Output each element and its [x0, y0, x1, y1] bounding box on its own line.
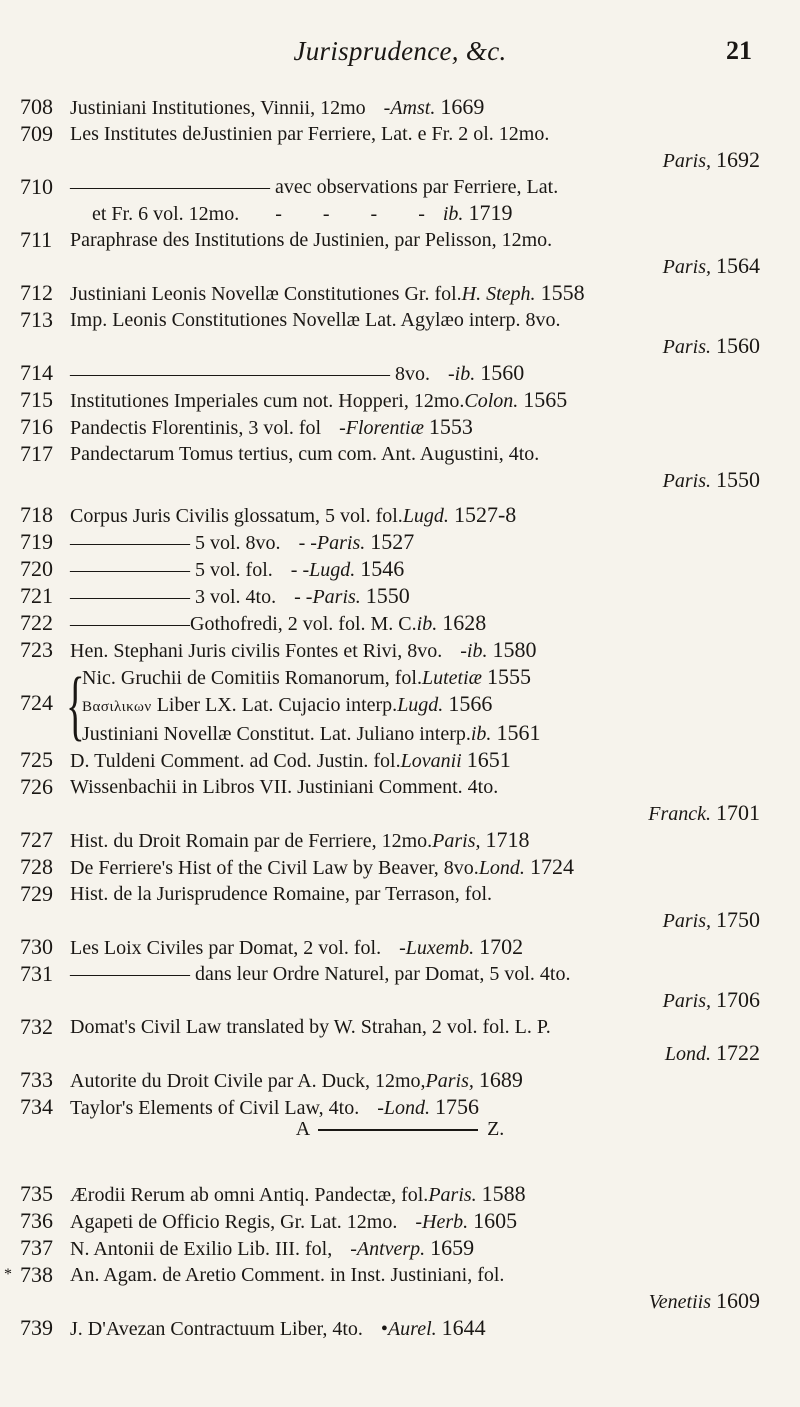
entry-number: 714 — [20, 360, 53, 385]
entry-dash: - — [415, 1211, 423, 1233]
entry-number: 717 — [20, 441, 53, 466]
entry-title-group — [70, 363, 455, 385]
entry-imprint: Paris. — [312, 586, 361, 608]
entry-imprint-group — [397, 691, 493, 716]
entry-title-group — [70, 390, 464, 412]
entry-imprint: Paris, — [425, 1070, 474, 1092]
entry-imprint-group — [383, 1094, 479, 1119]
entry-number: 730 — [20, 934, 53, 959]
entry-number: 723 — [20, 637, 53, 662]
entry-imprint: ib. — [466, 640, 488, 662]
entry-line — [70, 556, 760, 583]
entry-title-group — [70, 559, 309, 581]
entry-title-group — [70, 830, 432, 852]
entry-year: 1724 — [529, 854, 574, 879]
catalogue-entry — [0, 1181, 800, 1208]
entry-number: 719 — [20, 529, 53, 554]
entry-title: —————— dans leur Ordre Naturel, par Domat, 5 vol. 4to. — [70, 963, 571, 985]
entry-title: D. Tuldeni Comment. ad Cod. Justin. fol. — [70, 750, 401, 772]
entry-imprint-group — [316, 529, 415, 554]
catalogue-entry — [0, 227, 800, 280]
entry-imprint-line — [70, 907, 760, 934]
catalogue-entry — [0, 174, 800, 227]
brace-mark: { — [66, 661, 85, 748]
catalogue-entry — [0, 774, 800, 827]
catalogue-entry — [0, 502, 800, 529]
entry-imprint: Paris, — [662, 150, 711, 172]
entry-title-group — [70, 1097, 384, 1119]
entry-title-group — [70, 417, 346, 439]
entry-line — [70, 441, 760, 467]
catalogue-entry — [0, 854, 800, 881]
entry-imprint: Antverp. — [356, 1238, 426, 1260]
entry-imprint-group — [454, 360, 525, 385]
entry-imprint-group — [312, 583, 410, 608]
entry-title: An. Agam. de Aretio Comment. in Inst. Justiniani, fol. — [70, 1264, 505, 1286]
entry-imprint-group — [461, 280, 585, 305]
entry-number: 731 — [20, 961, 53, 986]
entry-imprint: Amst. — [390, 97, 436, 119]
entry-imprint-line — [70, 253, 760, 280]
entry-imprint-group — [421, 664, 531, 689]
entry-year: 1692 — [716, 147, 760, 172]
entry-line — [70, 1262, 760, 1288]
entry-line — [70, 610, 760, 637]
entry-title: Pandectarum Tomus tertius, cum com. Ant. Augustini, 4to. — [70, 443, 540, 465]
entry-imprint-group — [387, 1315, 486, 1340]
entry-line — [70, 1067, 760, 1094]
entry-title: Justiniani Leonis Novellæ Constitutiones Gr. fol. — [70, 283, 462, 305]
entry-year: 1527-8 — [453, 502, 517, 527]
entry-title: Agapeti de Officio Regis, Gr. Lat. 12mo. — [70, 1211, 398, 1233]
catalogue-entry — [0, 637, 800, 664]
entry-imprint: Lugd. — [309, 559, 356, 581]
entry-number: 737 — [20, 1235, 53, 1260]
divider-rule — [318, 1129, 478, 1131]
catalogue-entry — [0, 360, 800, 387]
entry-year: 1527 — [370, 529, 415, 554]
entry-imprint: Paris. — [316, 532, 366, 554]
entry-number: 718 — [20, 502, 53, 527]
entry-line — [70, 1014, 760, 1040]
catalogue-entry — [0, 94, 800, 121]
entry-title: N. Antonii de Exilio Lib. III. fol, — [70, 1238, 333, 1260]
entry-imprint: Paris, — [662, 990, 711, 1012]
entry-number: 727 — [20, 827, 53, 852]
entry-title: Domat's Civil Law translated by W. Strahan, 2 vol. fol. L. P. — [70, 1016, 551, 1038]
entry-imprint: Paris. — [428, 1184, 477, 1206]
entry-imprint-line — [70, 1288, 760, 1315]
page-number: 21 — [726, 36, 752, 65]
entry-year: 1566 — [448, 691, 493, 716]
entry-title: Autorite du Droit Civile par A. Duck, 12mo, — [70, 1070, 426, 1092]
catalogue-entry — [0, 961, 800, 1014]
entry-imprint-group — [464, 387, 568, 412]
entry-imprint: Luxemb. — [405, 937, 475, 959]
entry-imprint: Paris. — [662, 336, 711, 358]
catalogue-entry — [0, 1014, 800, 1067]
entry-title: —————— 3 vol. 4to. — [70, 586, 277, 608]
catalogue-entry — [0, 610, 800, 637]
entry-year: 1550 — [365, 583, 410, 608]
entry-line — [70, 502, 760, 529]
entry-dash: - — [350, 1238, 357, 1260]
entry-imprint: Lugd. — [397, 694, 444, 716]
entry-number: 713 — [20, 307, 53, 332]
entry-title: Hist. du Droit Romain par de Ferriere, 12mo. — [70, 830, 433, 852]
entry-year: 1561 — [496, 720, 541, 745]
entry-line — [70, 1094, 760, 1121]
entry-title: Wissenbachii in Libros VII. Justiniani Comment. 4to. — [70, 776, 499, 798]
entry-line — [82, 664, 760, 691]
entry-title-group — [82, 723, 471, 745]
entry-title-group — [70, 640, 467, 662]
entry-year: 1706 — [716, 987, 760, 1012]
catalogue-entry — [0, 881, 800, 934]
entry-line — [70, 827, 760, 854]
entry-line — [70, 280, 760, 307]
entry-number: 729 — [20, 881, 53, 906]
entry-title: Les Institutes deJustinien par Ferriere, Lat. e Fr. 2 ol. 12mo. — [70, 123, 550, 145]
entry-dash: - - — [294, 586, 313, 608]
entry-imprint: Paris, — [432, 830, 481, 852]
entry-number: 733 — [20, 1067, 53, 1092]
entry-imprint-line — [70, 800, 760, 827]
entry-title: Justiniani Institutiones, Vinnii, 12mo — [70, 97, 366, 119]
entry-imprint-group — [428, 1181, 526, 1206]
entry-line — [70, 414, 760, 441]
entry-number: 736 — [20, 1208, 53, 1233]
catalogue-entry — [0, 1315, 800, 1342]
entry-title: Justiniani Novellæ Constitut. Lat. Juliano interp. — [82, 723, 471, 745]
entry-title: —————————— avec observations par Ferriere, Lat. — [70, 176, 559, 198]
entry-imprint-line — [70, 333, 760, 360]
catalogue-entry — [0, 1094, 800, 1121]
entry-imprint: H. Steph. — [461, 283, 536, 305]
catalogue-entry — [0, 1235, 800, 1262]
entry-number: 726 — [20, 774, 53, 799]
entry-title-group — [70, 857, 479, 879]
divider-start-letter: A — [295, 1118, 310, 1140]
entry-line — [70, 637, 760, 664]
entry-title-group — [70, 1184, 428, 1206]
entry-imprint-group — [422, 1208, 518, 1233]
entry-list-a-z — [0, 1181, 800, 1342]
entry-number: 728 — [20, 854, 53, 879]
entry-imprint-line — [70, 467, 760, 494]
catalogue-entry-group — [0, 661, 800, 748]
entry-imprint-group — [400, 747, 511, 772]
entry-line — [82, 691, 760, 720]
entry-line — [70, 387, 760, 414]
entry-imprint: Lond. — [664, 1043, 711, 1065]
entry-title: Pandectis Florentinis, 3 vol. fol — [70, 417, 322, 439]
entry-line — [70, 961, 760, 987]
entry-title-group — [70, 586, 312, 608]
entry-imprint: Lovanii — [400, 750, 462, 772]
entry-line — [70, 94, 760, 121]
entry-year: 1644 — [441, 1315, 486, 1340]
entry-number: 720 — [20, 556, 53, 581]
entry-list-civil-law — [0, 94, 800, 1121]
entry-imprint: ib. — [416, 613, 438, 635]
entry-number: 722 — [20, 610, 53, 635]
entry-title: J. D'Avezan Contractuum Liber, 4to. — [70, 1318, 363, 1340]
entry-line — [70, 307, 760, 333]
entry-title-group — [82, 667, 422, 689]
entry-title: Hist. de la Jurisprudence Romaine, par Terrason, fol. — [70, 883, 493, 905]
section-divider — [0, 1118, 800, 1141]
entry-number: 710 — [20, 174, 53, 199]
catalogue-entry — [0, 1262, 800, 1315]
entry-year: 1550 — [716, 467, 760, 492]
catalogue-entry — [0, 387, 800, 414]
entry-number: 725 — [20, 747, 53, 772]
entry-title: —————— 5 vol. 8vo. — [70, 532, 281, 554]
entry-year: 1722 — [716, 1040, 760, 1065]
entry-title: Paraphrase des Institutions de Justinien, par Pelisson, 12mo. — [70, 229, 553, 251]
entry-imprint-group — [405, 934, 524, 959]
entry-year: 1580 — [492, 637, 537, 662]
entry-title: Nic. Gruchii de Comitiis Romanorum, fol. — [82, 667, 422, 689]
spacer — [0, 494, 800, 502]
entry-imprint-group — [442, 200, 513, 225]
entry-imprint-group — [390, 94, 485, 119]
entry-greek-word: Βασιλικων — [82, 699, 152, 715]
entry-title: Ærodii Rerum ab omni Antiq. Pandectæ, fol. — [70, 1184, 429, 1206]
entry-number: 732 — [20, 1014, 53, 1039]
entry-dash: - - - - — [275, 203, 443, 225]
entry-year: 1553 — [428, 414, 473, 439]
entry-imprint: Lond. — [478, 857, 525, 879]
entry-title: Corpus Juris Civilis glossatum, 5 vol. fol. — [70, 505, 403, 527]
entry-line — [70, 200, 760, 227]
entry-year: 1659 — [430, 1235, 475, 1260]
entry-dash: - — [448, 363, 455, 385]
entry-dash: • — [380, 1318, 388, 1340]
entry-year: 1701 — [716, 800, 760, 825]
entry-line — [70, 1208, 760, 1235]
entry-year: 1628 — [442, 610, 487, 635]
catalogue-entry — [0, 280, 800, 307]
entry-line — [70, 1315, 760, 1342]
entry-continuation-group — [92, 203, 443, 225]
entry-line — [70, 174, 760, 200]
entry-line — [70, 529, 760, 556]
catalogue-entry — [0, 1208, 800, 1235]
entry-title-group — [70, 283, 462, 305]
entry-year: 1546 — [360, 556, 405, 581]
entry-title-group — [70, 505, 403, 527]
entry-year: 1555 — [486, 664, 531, 689]
entry-number: 715 — [20, 387, 53, 412]
entry-year: 1702 — [479, 934, 524, 959]
entry-number: 708 — [20, 94, 53, 119]
entry-number: 739 — [20, 1315, 53, 1340]
entry-line — [70, 227, 760, 253]
entry-line — [70, 881, 760, 907]
entry-imprint-group — [345, 414, 473, 439]
entry-imprint-line — [70, 147, 760, 174]
entry-title-group — [82, 694, 397, 716]
entry-imprint: Paris, — [662, 256, 711, 278]
entry-imprint: Venetiis — [648, 1291, 711, 1313]
catalogue-entry — [0, 307, 800, 360]
entry-title-group — [70, 1211, 422, 1233]
entry-imprint: Lond. — [383, 1097, 430, 1119]
entry-title: Liber LX. Lat. Cujacio interp. — [151, 694, 398, 716]
entry-title-group — [70, 97, 390, 119]
entry-imprint-line — [70, 1040, 760, 1067]
entry-year: 1719 — [468, 200, 513, 225]
entry-dash: - - — [298, 532, 317, 554]
entry-imprint: ib. — [454, 363, 476, 385]
entry-dash: - - — [290, 559, 310, 581]
entry-year: 1560 — [716, 333, 760, 358]
entry-year: 1609 — [716, 1288, 760, 1313]
entry-dash: - — [460, 640, 467, 662]
entry-imprint: Paris, — [662, 910, 711, 932]
entry-line — [70, 854, 760, 881]
entry-imprint-group — [356, 1235, 475, 1260]
entry-number: 712 — [20, 280, 53, 305]
catalogue-entry — [0, 747, 800, 774]
entry-line — [82, 720, 760, 747]
catalogue-entry — [0, 934, 800, 961]
entry-number: 711 — [20, 227, 53, 252]
entry-dash: - — [377, 1097, 384, 1119]
entry-imprint: Lugd. — [402, 505, 449, 527]
entry-year: 1560 — [480, 360, 525, 385]
entry-imprint: Florentiæ — [345, 417, 424, 439]
entry-number: 709 — [20, 121, 53, 146]
catalogue-entry — [0, 827, 800, 854]
entry-line — [70, 1181, 760, 1208]
entry-title-group — [70, 613, 417, 635]
catalogue-entry — [0, 583, 800, 610]
entry-imprint-group — [402, 502, 517, 527]
entry-title: ——————Gothofredi, 2 vol. fol. M. C. — [70, 613, 417, 635]
entry-year: 1669 — [440, 94, 485, 119]
entry-imprint-group — [432, 827, 530, 852]
catalogue-entry — [0, 529, 800, 556]
entry-imprint: Franck. — [648, 803, 711, 825]
entry-year: 1750 — [716, 907, 760, 932]
entry-line — [70, 1235, 760, 1262]
entry-dash: - — [383, 97, 391, 119]
entry-number: 724 — [20, 690, 53, 715]
entry-line — [70, 747, 760, 774]
entry-number: 716 — [20, 414, 53, 439]
catalogue-entry — [0, 414, 800, 441]
entry-title-group — [70, 1070, 426, 1092]
entry-year: 1718 — [485, 827, 530, 852]
entry-imprint: Herb. — [422, 1211, 469, 1233]
divider-end-letter: Z. — [487, 1118, 505, 1140]
entry-title-group — [70, 1318, 388, 1340]
entry-title: Les Loix Civiles par Domat, 2 vol. fol. — [70, 937, 382, 959]
entry-title: ———————————————— 8vo. — [70, 363, 430, 385]
entry-title: Institutiones Imperiales cum not. Hopperi, 12mo. — [70, 390, 465, 412]
page-header — [0, 36, 800, 76]
entry-imprint: ib. — [442, 203, 464, 225]
entry-year: 1689 — [478, 1067, 523, 1092]
catalogue-entry — [0, 121, 800, 174]
entry-imprint: Colon. — [464, 390, 519, 412]
entry-title-group — [70, 750, 401, 772]
entry-title: De Ferriere's Hist of the Civil Law by Beaver, 8vo. — [70, 857, 479, 879]
entry-title: Imp. Leonis Constitutiones Novellæ Lat. Agylæo interp. 8vo. — [70, 309, 561, 331]
entry-line — [70, 583, 760, 610]
entry-number: 738 — [20, 1262, 53, 1287]
entry-number: 735 — [20, 1181, 53, 1206]
catalogue-entry — [0, 441, 800, 494]
entry-title-group — [70, 1238, 357, 1260]
entry-line — [70, 774, 760, 800]
entry-number: 721 — [20, 583, 53, 608]
entry-year: 1588 — [481, 1181, 526, 1206]
entry-imprint-group — [478, 854, 574, 879]
entry-imprint: Aurel. — [387, 1318, 437, 1340]
entry-imprint: ib. — [470, 723, 492, 745]
entry-title: Taylor's Elements of Civil Law, 4to. — [70, 1097, 360, 1119]
catalogue-entry — [0, 556, 800, 583]
entry-title-group — [70, 937, 406, 959]
entry-line — [70, 934, 760, 961]
entry-line — [70, 121, 760, 147]
entry-line — [70, 360, 760, 387]
entry-imprint-group — [416, 610, 487, 635]
entry-imprint: Lutetiæ — [421, 667, 482, 689]
running-title: Jurisprudence, &c. — [293, 36, 507, 66]
entry-year: 1565 — [523, 387, 568, 412]
entry-imprint-group — [466, 637, 537, 662]
catalogue-entry — [0, 1067, 800, 1094]
entry-imprint-line — [70, 987, 760, 1014]
entry-year: 1558 — [540, 280, 585, 305]
entry-year: 1605 — [473, 1208, 518, 1233]
entry-year: 1756 — [435, 1094, 479, 1119]
entry-imprint: Paris. — [662, 470, 711, 492]
entry-continuation: et Fr. 6 vol. 12mo. — [92, 203, 240, 225]
entry-imprint-group — [470, 720, 541, 745]
entry-title-group — [70, 532, 317, 554]
entry-imprint-group — [425, 1067, 523, 1092]
entry-title: Hen. Stephani Juris civilis Fontes et Rivi, 8vo. — [70, 640, 443, 662]
entry-mark: * — [4, 1266, 12, 1283]
entry-year: 1651 — [466, 747, 511, 772]
entry-imprint-group — [309, 556, 405, 581]
entry-dash: - — [339, 417, 346, 439]
entry-title: —————— 5 vol. fol. — [70, 559, 273, 581]
entry-number: 734 — [20, 1094, 53, 1119]
entry-year: 1564 — [716, 253, 760, 278]
entry-dash: - — [399, 937, 406, 959]
